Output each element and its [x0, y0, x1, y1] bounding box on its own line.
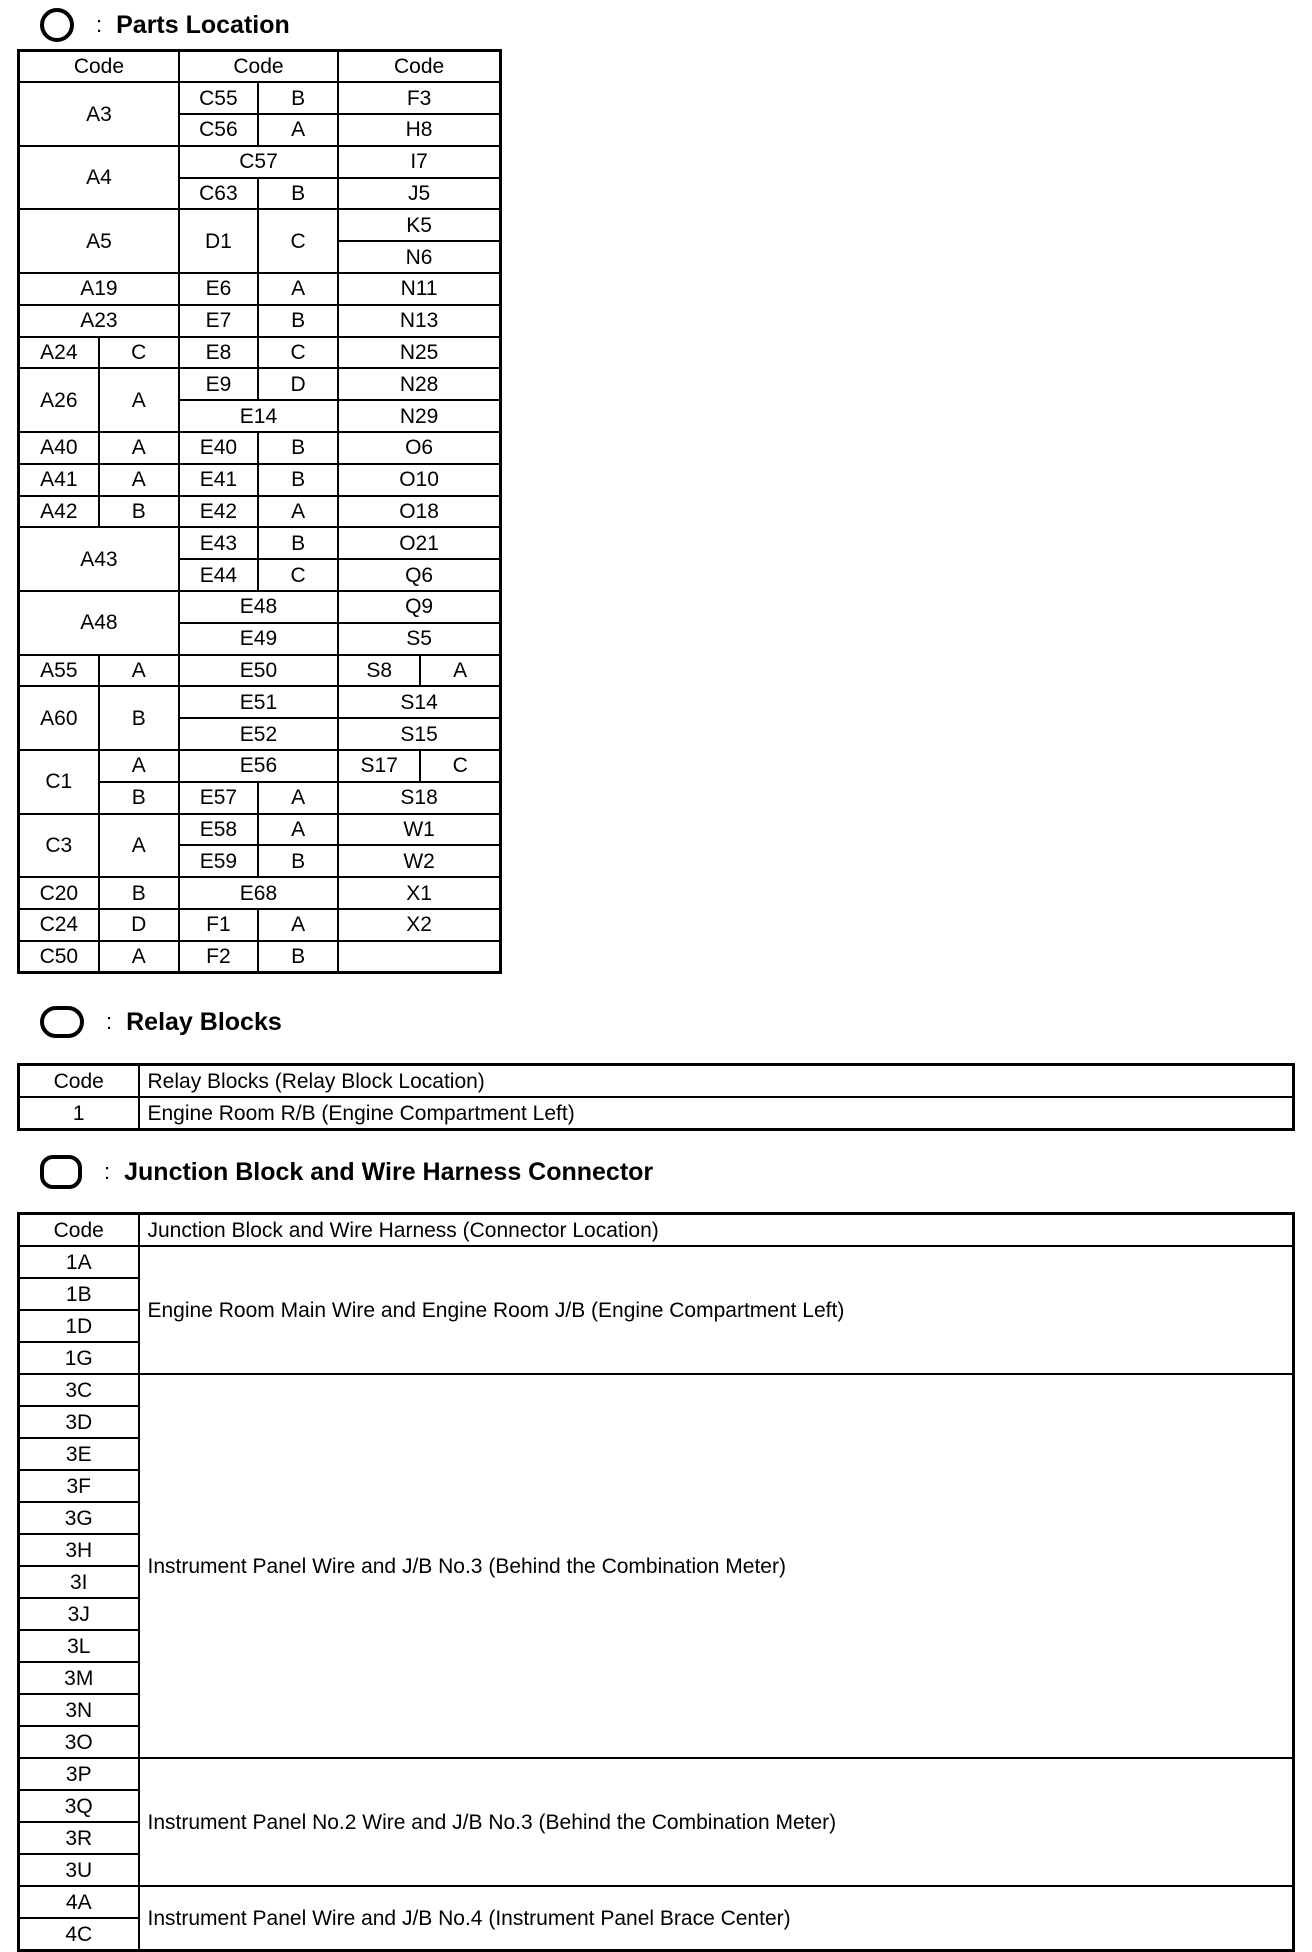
heading-colon: : — [96, 12, 103, 37]
location-cell: X2 — [338, 909, 500, 941]
code-cell: F2 — [179, 941, 258, 973]
code-cell: F1 — [179, 909, 258, 941]
location-cell: K5 — [338, 209, 500, 241]
code-cell: 1B — [19, 1278, 139, 1310]
header-description: Junction Block and Wire Harness (Connector Location) — [139, 1214, 1294, 1247]
code-cell: C50 — [19, 941, 99, 973]
location-cell: C — [99, 337, 179, 369]
header-code-2: Code — [179, 51, 338, 83]
code-cell: E52 — [179, 718, 338, 750]
location-cell: B — [258, 845, 338, 877]
code-cell: E51 — [179, 686, 338, 718]
location-cell: A — [99, 941, 179, 973]
code-cell: C56 — [179, 114, 258, 146]
code-cell: A5 — [19, 209, 179, 273]
location-cell: D — [99, 909, 179, 941]
code-cell: E49 — [179, 623, 338, 655]
code-cell: E48 — [179, 591, 338, 623]
header-code-1: Code — [19, 51, 179, 83]
location-cell: O18 — [338, 496, 500, 528]
header-description: Relay Blocks (Relay Block Location) — [139, 1065, 1294, 1098]
location-cell: C — [258, 337, 338, 369]
code-cell: 3E — [19, 1438, 139, 1470]
location-cell: A — [258, 114, 338, 146]
code-cell: A40 — [19, 432, 99, 464]
code-cell: 3L — [19, 1630, 139, 1662]
code-cell: S17 — [338, 750, 420, 782]
code-cell: 3F — [19, 1470, 139, 1502]
header-code: Code — [19, 1214, 139, 1247]
code-cell: 3D — [19, 1406, 139, 1438]
table-header-row — [19, 51, 501, 83]
code-cell: A60 — [19, 686, 99, 750]
code-cell: C1 — [19, 750, 99, 814]
table-row — [19, 464, 501, 496]
code-cell: A55 — [19, 655, 99, 687]
table-row — [19, 496, 501, 528]
header-code: Code — [19, 1065, 139, 1098]
description-cell: Instrument Panel No.2 Wire and J/B No.3 (Behind the Combination Meter) — [139, 1758, 1294, 1886]
code-cell: E42 — [179, 496, 258, 528]
location-cell: H8 — [338, 114, 500, 146]
code-cell: E41 — [179, 464, 258, 496]
location-cell: O6 — [338, 432, 500, 464]
code-cell: C24 — [19, 909, 99, 941]
code-cell: E68 — [179, 877, 338, 909]
table-row — [19, 909, 501, 941]
table-row — [19, 1097, 1294, 1130]
header-code-3: Code — [338, 51, 500, 83]
code-cell: 3H — [19, 1534, 139, 1566]
location-cell: Q6 — [338, 559, 500, 591]
table-row — [19, 877, 501, 909]
code-cell: D1 — [179, 209, 258, 273]
code-cell: 3G — [19, 1502, 139, 1534]
code-cell: 1A — [19, 1246, 139, 1278]
location-cell: J5 — [338, 178, 500, 210]
location-cell: O21 — [338, 527, 500, 559]
relay-blocks-heading — [40, 1006, 282, 1038]
code-cell: E40 — [179, 432, 258, 464]
code-cell: 3O — [19, 1726, 139, 1758]
code-cell: 4C — [19, 1918, 139, 1951]
location-cell: C — [420, 750, 500, 782]
location-cell: N6 — [338, 241, 500, 273]
location-cell: A — [258, 782, 338, 814]
table-row — [19, 941, 501, 973]
circle-symbol-icon — [40, 8, 74, 42]
table-row — [19, 1374, 1294, 1406]
location-cell: A — [420, 655, 500, 687]
table-row — [19, 368, 501, 400]
location-cell: Q9 — [338, 591, 500, 623]
location-cell: N29 — [338, 400, 500, 432]
code-cell: S8 — [338, 655, 420, 687]
junction-block-table — [17, 1212, 1295, 1952]
junction-block-title: Junction Block and Wire Harness Connector — [124, 1157, 654, 1186]
description-cell: Engine Room Main Wire and Engine Room J/B (Engine Compartment Left) — [139, 1246, 1294, 1374]
location-cell: B — [258, 464, 338, 496]
code-cell: 3R — [19, 1822, 139, 1854]
code-cell: E58 — [179, 814, 258, 846]
code-cell: 3C — [19, 1374, 139, 1406]
location-cell: C — [258, 209, 338, 273]
location-cell: N25 — [338, 337, 500, 369]
location-cell: S5 — [338, 623, 500, 655]
heading-colon: : — [104, 1159, 111, 1184]
location-cell: S18 — [338, 782, 500, 814]
location-cell: N28 — [338, 368, 500, 400]
code-cell: A48 — [19, 591, 179, 655]
location-cell: B — [258, 305, 338, 337]
location-cell: S14 — [338, 686, 500, 718]
relay-blocks-table — [17, 1063, 1295, 1131]
empty-cell — [338, 941, 500, 973]
location-cell: B — [258, 941, 338, 973]
location-cell: B — [99, 877, 179, 909]
junction-block-heading — [40, 1155, 653, 1189]
rounded-square-symbol-icon — [40, 1155, 82, 1189]
relay-blocks-title: Relay Blocks — [126, 1007, 282, 1036]
table-row — [19, 305, 501, 337]
location-cell: S15 — [338, 718, 500, 750]
oval-symbol-icon — [40, 1006, 84, 1038]
table-row — [19, 146, 501, 178]
code-cell: A19 — [19, 273, 179, 305]
code-cell: E56 — [179, 750, 338, 782]
code-cell: A24 — [19, 337, 99, 369]
table-row — [19, 655, 501, 687]
table-row — [19, 82, 501, 114]
location-cell: F3 — [338, 82, 500, 114]
code-cell: 1 — [19, 1097, 139, 1130]
table-header-row — [19, 1214, 1294, 1247]
code-cell: 1G — [19, 1342, 139, 1374]
code-cell: 3U — [19, 1854, 139, 1886]
code-cell: A4 — [19, 146, 179, 210]
code-cell: C55 — [179, 82, 258, 114]
table-header-row — [19, 1065, 1294, 1098]
code-cell: 3J — [19, 1598, 139, 1630]
location-cell: N11 — [338, 273, 500, 305]
location-cell: A — [99, 368, 179, 432]
location-cell: B — [258, 82, 338, 114]
location-cell: B — [258, 527, 338, 559]
location-cell: A — [99, 814, 179, 878]
code-cell: 3M — [19, 1662, 139, 1694]
code-cell: C20 — [19, 877, 99, 909]
location-cell: B — [99, 782, 179, 814]
location-cell: B — [258, 178, 338, 210]
location-cell: B — [99, 496, 179, 528]
code-cell: E44 — [179, 559, 258, 591]
table-row — [19, 209, 501, 241]
code-cell: E6 — [179, 273, 258, 305]
code-cell: A3 — [19, 82, 179, 146]
parts-location-heading — [40, 8, 290, 42]
table-row — [19, 432, 501, 464]
location-cell: A — [99, 432, 179, 464]
location-cell: A — [99, 750, 179, 782]
table-row — [19, 750, 501, 782]
description-cell: Instrument Panel Wire and J/B No.4 (Instrument Panel Brace Center) — [139, 1886, 1294, 1951]
code-cell: E7 — [179, 305, 258, 337]
code-cell: A41 — [19, 464, 99, 496]
location-cell: B — [99, 686, 179, 750]
location-cell: A — [258, 496, 338, 528]
location-cell: A — [258, 814, 338, 846]
code-cell: E59 — [179, 845, 258, 877]
table-row — [19, 273, 501, 305]
location-cell: W1 — [338, 814, 500, 846]
location-cell: I7 — [338, 146, 500, 178]
code-cell: E57 — [179, 782, 258, 814]
location-cell: C — [258, 559, 338, 591]
code-cell: 4A — [19, 1886, 139, 1918]
code-cell: A23 — [19, 305, 179, 337]
code-cell: C63 — [179, 178, 258, 210]
table-row — [19, 686, 501, 718]
location-cell: D — [258, 368, 338, 400]
code-cell: C3 — [19, 814, 99, 878]
location-cell: N13 — [338, 305, 500, 337]
parts-location-title: Parts Location — [116, 10, 290, 39]
location-cell: W2 — [338, 845, 500, 877]
location-cell: A — [258, 909, 338, 941]
code-cell: E8 — [179, 337, 258, 369]
location-cell: O10 — [338, 464, 500, 496]
code-cell: E43 — [179, 527, 258, 559]
table-row — [19, 527, 501, 559]
code-cell: A43 — [19, 527, 179, 591]
table-row — [19, 1758, 1294, 1790]
parts-location-table — [17, 49, 502, 974]
description-cell: Instrument Panel Wire and J/B No.3 (Behind the Combination Meter) — [139, 1374, 1294, 1758]
code-cell: C57 — [179, 146, 338, 178]
description-cell: Engine Room R/B (Engine Compartment Left) — [139, 1097, 1294, 1130]
table-row — [19, 1886, 1294, 1918]
location-cell: X1 — [338, 877, 500, 909]
heading-colon: : — [106, 1009, 113, 1034]
location-cell: A — [99, 655, 179, 687]
code-cell: A42 — [19, 496, 99, 528]
code-cell: 3P — [19, 1758, 139, 1790]
table-row — [19, 814, 501, 846]
code-cell: E50 — [179, 655, 338, 687]
location-cell: B — [258, 432, 338, 464]
location-cell: A — [99, 464, 179, 496]
code-cell: 3N — [19, 1694, 139, 1726]
code-cell: 3I — [19, 1566, 139, 1598]
table-row — [19, 591, 501, 623]
code-cell: E9 — [179, 368, 258, 400]
code-cell: A26 — [19, 368, 99, 432]
code-cell: 1D — [19, 1310, 139, 1342]
code-cell: 3Q — [19, 1790, 139, 1822]
table-row — [19, 337, 501, 369]
table-row — [19, 1246, 1294, 1278]
location-cell: A — [258, 273, 338, 305]
code-cell: E14 — [179, 400, 338, 432]
